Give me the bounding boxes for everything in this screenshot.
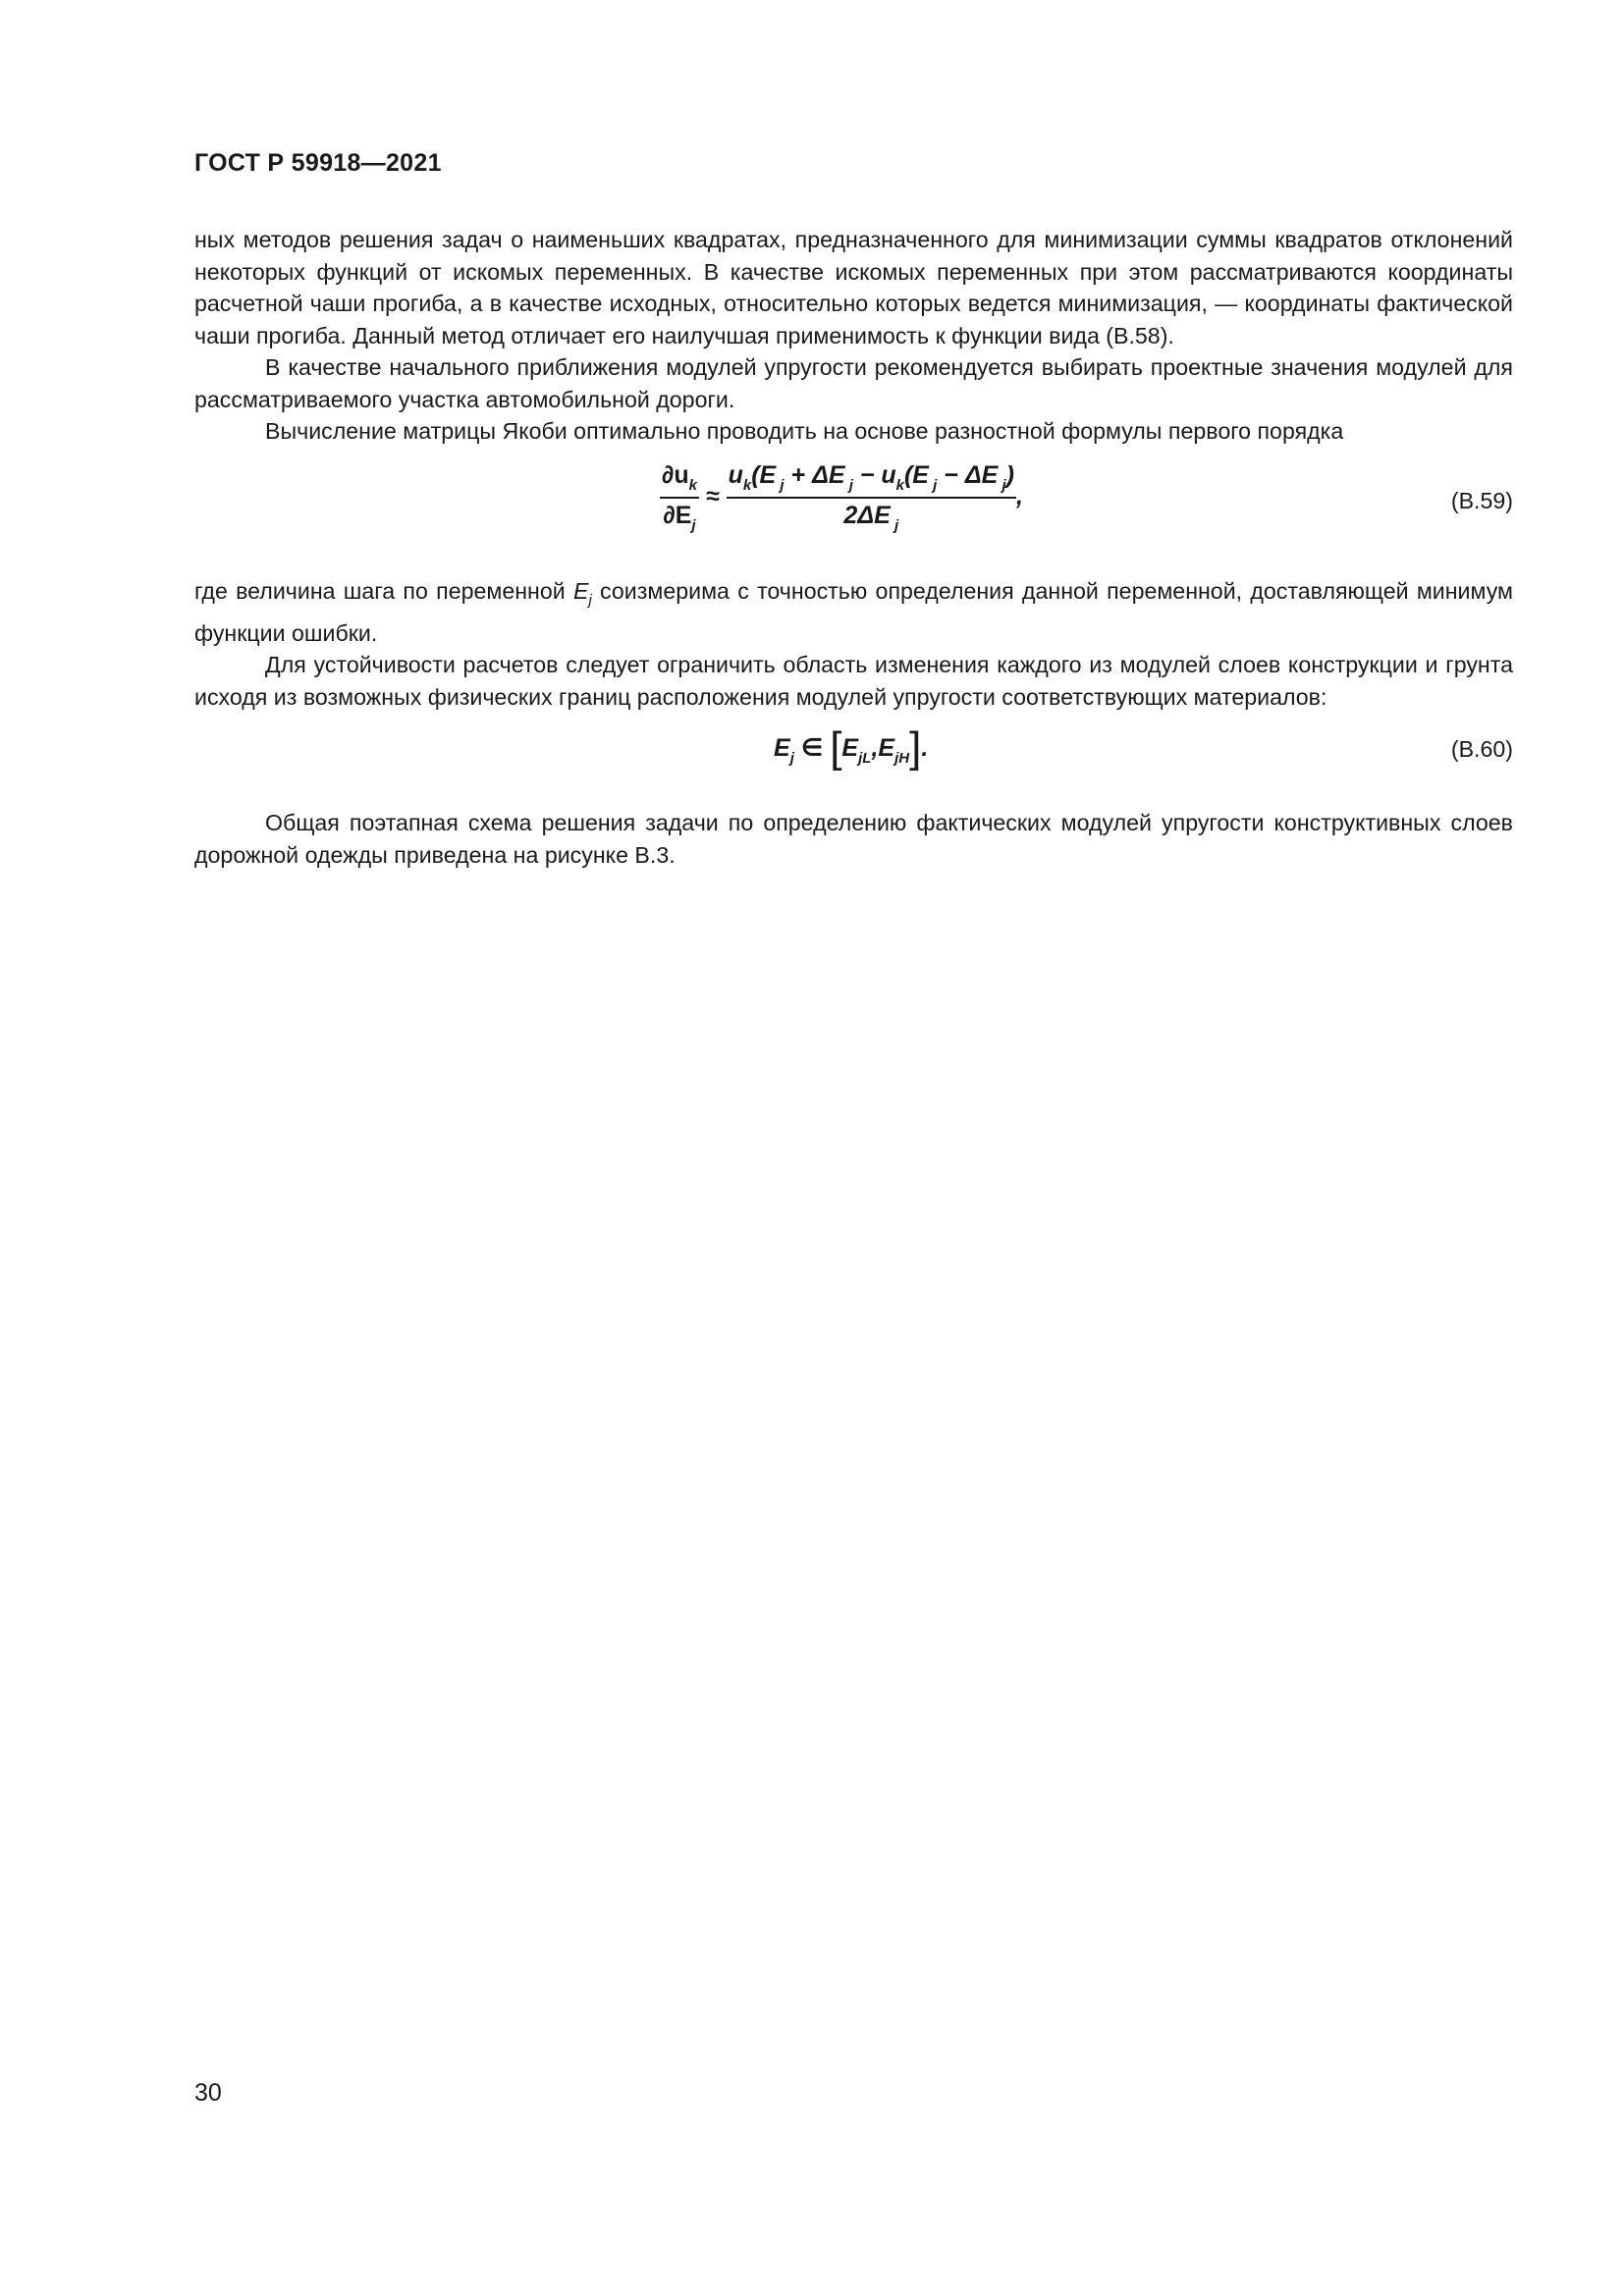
- equation-trailing-comma: ,: [1015, 482, 1023, 510]
- paragraph-stability: Для устойчивости расчетов следует ограничить область изменения каждого из модулей слоев конструкции и грунта исходя из возможных физических границ расположения модулей упругости соответствующих материалов:: [194, 652, 1513, 710]
- paragraph-step-size: где величина шага по переменной $E_j$ соизмерима с точностью определения данной переменной, доставляющей минимум функции ошибки.: [194, 578, 1513, 646]
- page-number: 30: [194, 2079, 222, 2107]
- equation-number-b60: (В.60): [1450, 736, 1513, 762]
- paragraph-general-scheme: Общая поэтапная схема решения задачи по определению фактических модулей упругости конструктивных слоев дорожной одежды приведена на рисунке В.3.: [194, 810, 1513, 868]
- rhs-numerator: $u_k(E$ $_j$ + ΔE $_j - u_k(E$ $_j$ − ΔE $_j$): [727, 461, 1016, 499]
- rhs-fraction: [727, 461, 1016, 534]
- body-text-block-2: [194, 575, 1513, 713]
- paragraph-initial-approximation: В качестве начального приближения модулей упругости рекомендуется выбирать проектные значения модулей для рассматриваемого участка автомобильной дороги.: [194, 354, 1513, 412]
- paragraph-continuation: ных методов решения задач о наименьших квадратах, предназначенного для минимизации суммы квадратов отклонений некоторых функций от искомых переменных. В качестве искомых переменных при этом рассматриваются координаты расчетной чаши прогиба, а в качестве исходных, относительно которых ведется минимизация, — координаты фактической чаши прогиба. Данный метод отличает его наилучшая применимость к функции вида (В.58).: [194, 227, 1513, 348]
- lhs-fraction: $\frac{\partial u_k}{\partial E_j}$: [662, 461, 697, 534]
- equation-b59-formula: [660, 461, 1023, 534]
- rhs-denominator: 2ΔE $_j$: [843, 502, 899, 534]
- document-header: ГОСТ Р 59918—2021: [194, 149, 442, 177]
- paragraph-jacobi-matrix: Вычисление матрицы Якоби оптимально проводить на основе разностной формулы первого порядка: [265, 418, 1344, 444]
- equation-b60-formula: $E_j$ ∈ $[E_{jL},E_{jH}]$.: [774, 723, 929, 772]
- approx-sign: ≈: [705, 482, 720, 510]
- lhs-numerator: ∂u: [662, 461, 689, 489]
- lhs-denominator: ∂E: [663, 502, 692, 529]
- body-text-block-1: [194, 224, 1513, 448]
- equation-number-b59: (В.59): [1450, 488, 1513, 513]
- body-text-block-3: [194, 807, 1513, 871]
